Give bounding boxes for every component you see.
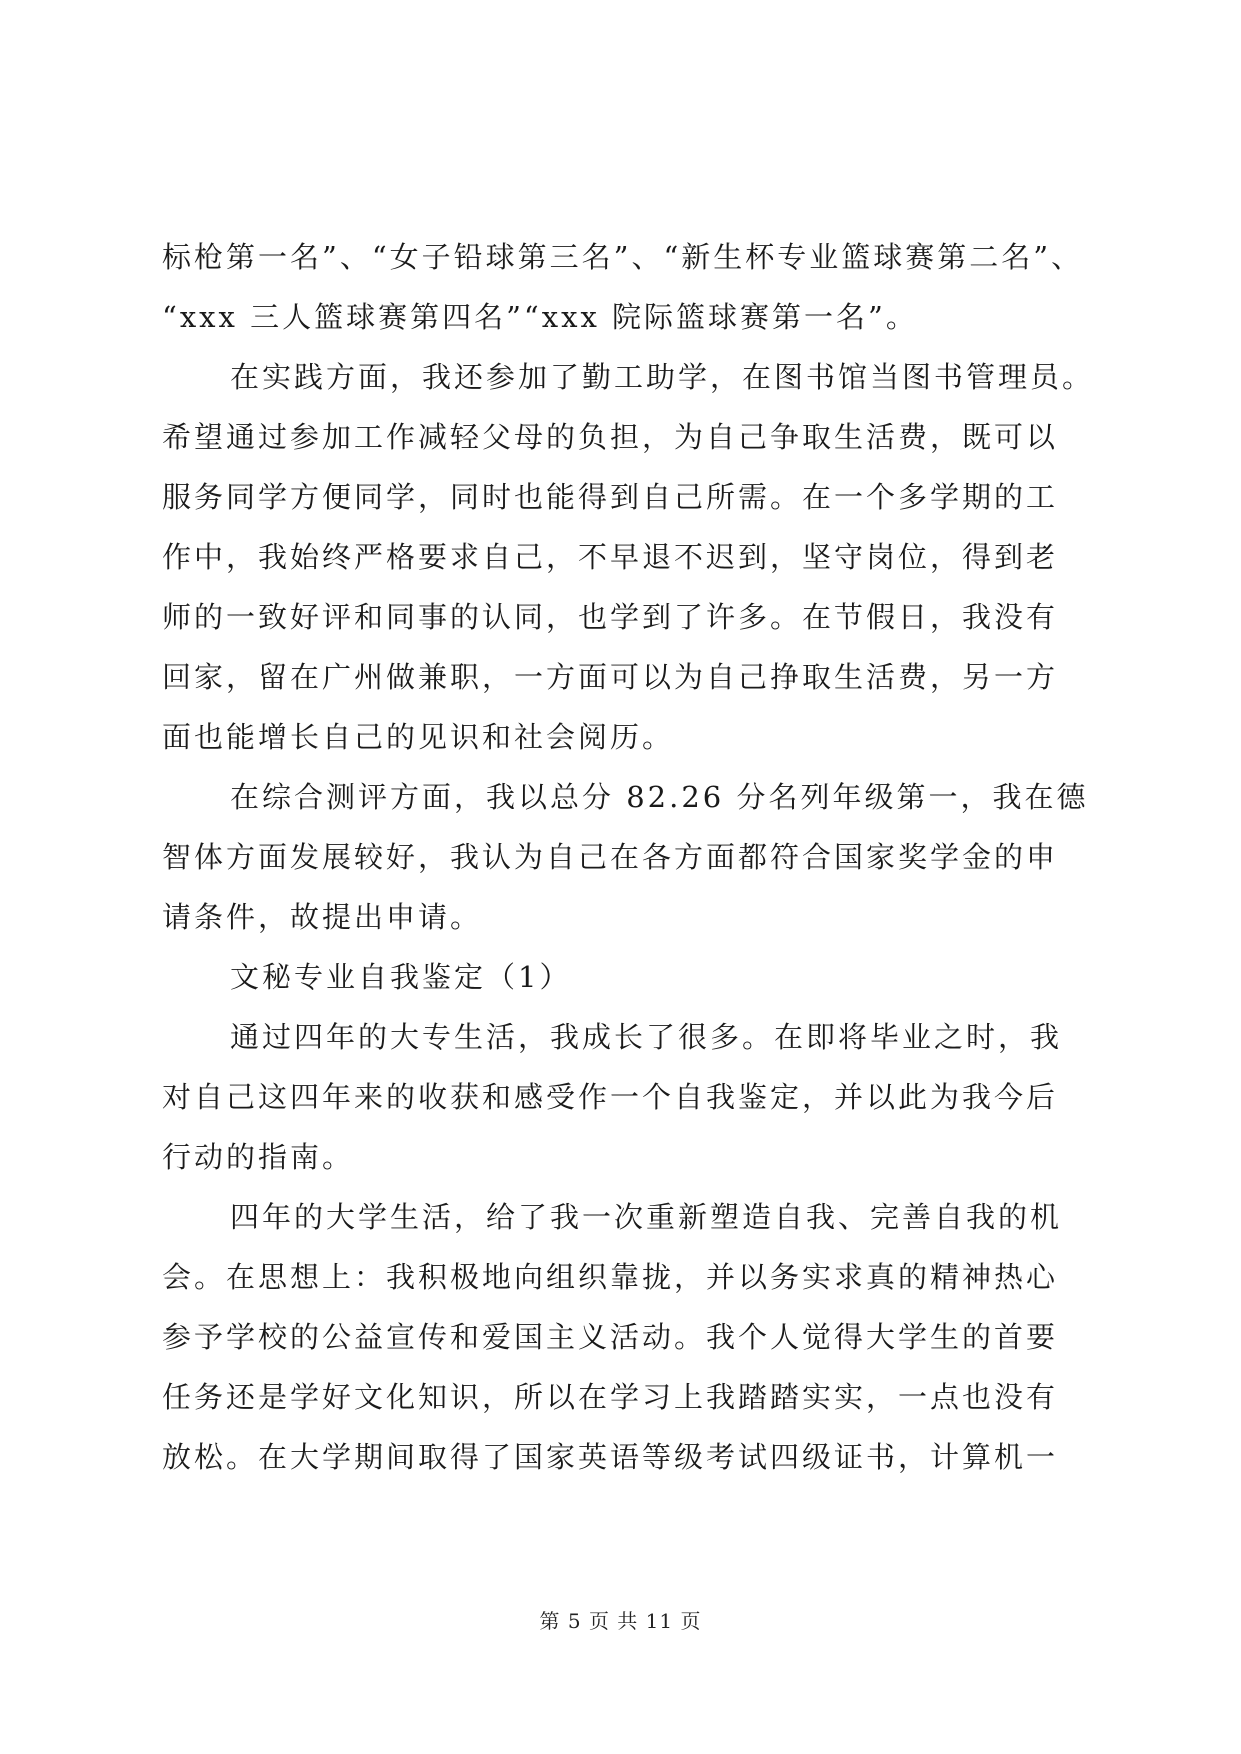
text-line: 通过四年的大专生活，我成长了很多。在即将毕业之时，我	[230, 1020, 1063, 1054]
text-line: 四年的大学生活，给了我一次重新塑造自我、完善自我的机	[230, 1200, 1063, 1234]
text-line: 面也能增长自己的见识和社会阅历。	[162, 720, 675, 754]
text-line: 标枪第一名”、“女子铅球第三名”、“新生杯专业篮球赛第二名”、	[162, 240, 1084, 274]
text-line: 服务同学方便同学，同时也能得到自己所需。在一个多学期的工	[162, 480, 1059, 514]
text-line: 对自己这四年来的收获和感受作一个自我鉴定，并以此为我今后	[162, 1080, 1059, 1114]
text-line: 在实践方面，我还参加了勤工助学，在图书馆当图书管理员。	[230, 360, 1095, 394]
text-line: 行动的指南。	[162, 1140, 355, 1174]
document-body	[162, 227, 1122, 1487]
text-line: 回家，留在广州做兼职，一方面可以为自己挣取生活费，另一方	[162, 660, 1059, 694]
text-line: 希望通过参加工作减轻父母的负担，为自己争取生活费，既可以	[162, 420, 1059, 454]
text-line: 师的一致好评和同事的认同，也学到了许多。在节假日，我没有	[162, 600, 1059, 634]
text-line: 任务还是学好文化知识，所以在学习上我踏踏实实，一点也没有	[162, 1380, 1059, 1414]
text-line: 作中，我始终严格要求自己，不早退不迟到，坚守岗位，得到老	[162, 540, 1059, 574]
page-number-footer: 第 5 页 共 11 页	[539, 1609, 702, 1633]
text-line: 请条件，故提出申请。	[162, 900, 483, 934]
text-line: “xxx 三人篮球赛第四名”“xxx 院际篮球赛第一名”。	[162, 300, 918, 334]
text-line: 文秘专业自我鉴定（1）	[230, 960, 572, 994]
text-line: 放松。在大学期间取得了国家英语等级考试四级证书，计算机一	[162, 1440, 1059, 1474]
text-line: 参予学校的公益宣传和爱国主义活动。我个人觉得大学生的首要	[162, 1320, 1059, 1354]
text-line: 会。在思想上：我积极地向组织靠拢，并以务实求真的精神热心	[162, 1260, 1059, 1294]
text-line: 在综合测评方面，我以总分 82.26 分名列年级第一，我在德	[230, 780, 1089, 814]
text-line: 智体方面发展较好，我认为自己在各方面都符合国家奖学金的申	[162, 840, 1059, 874]
